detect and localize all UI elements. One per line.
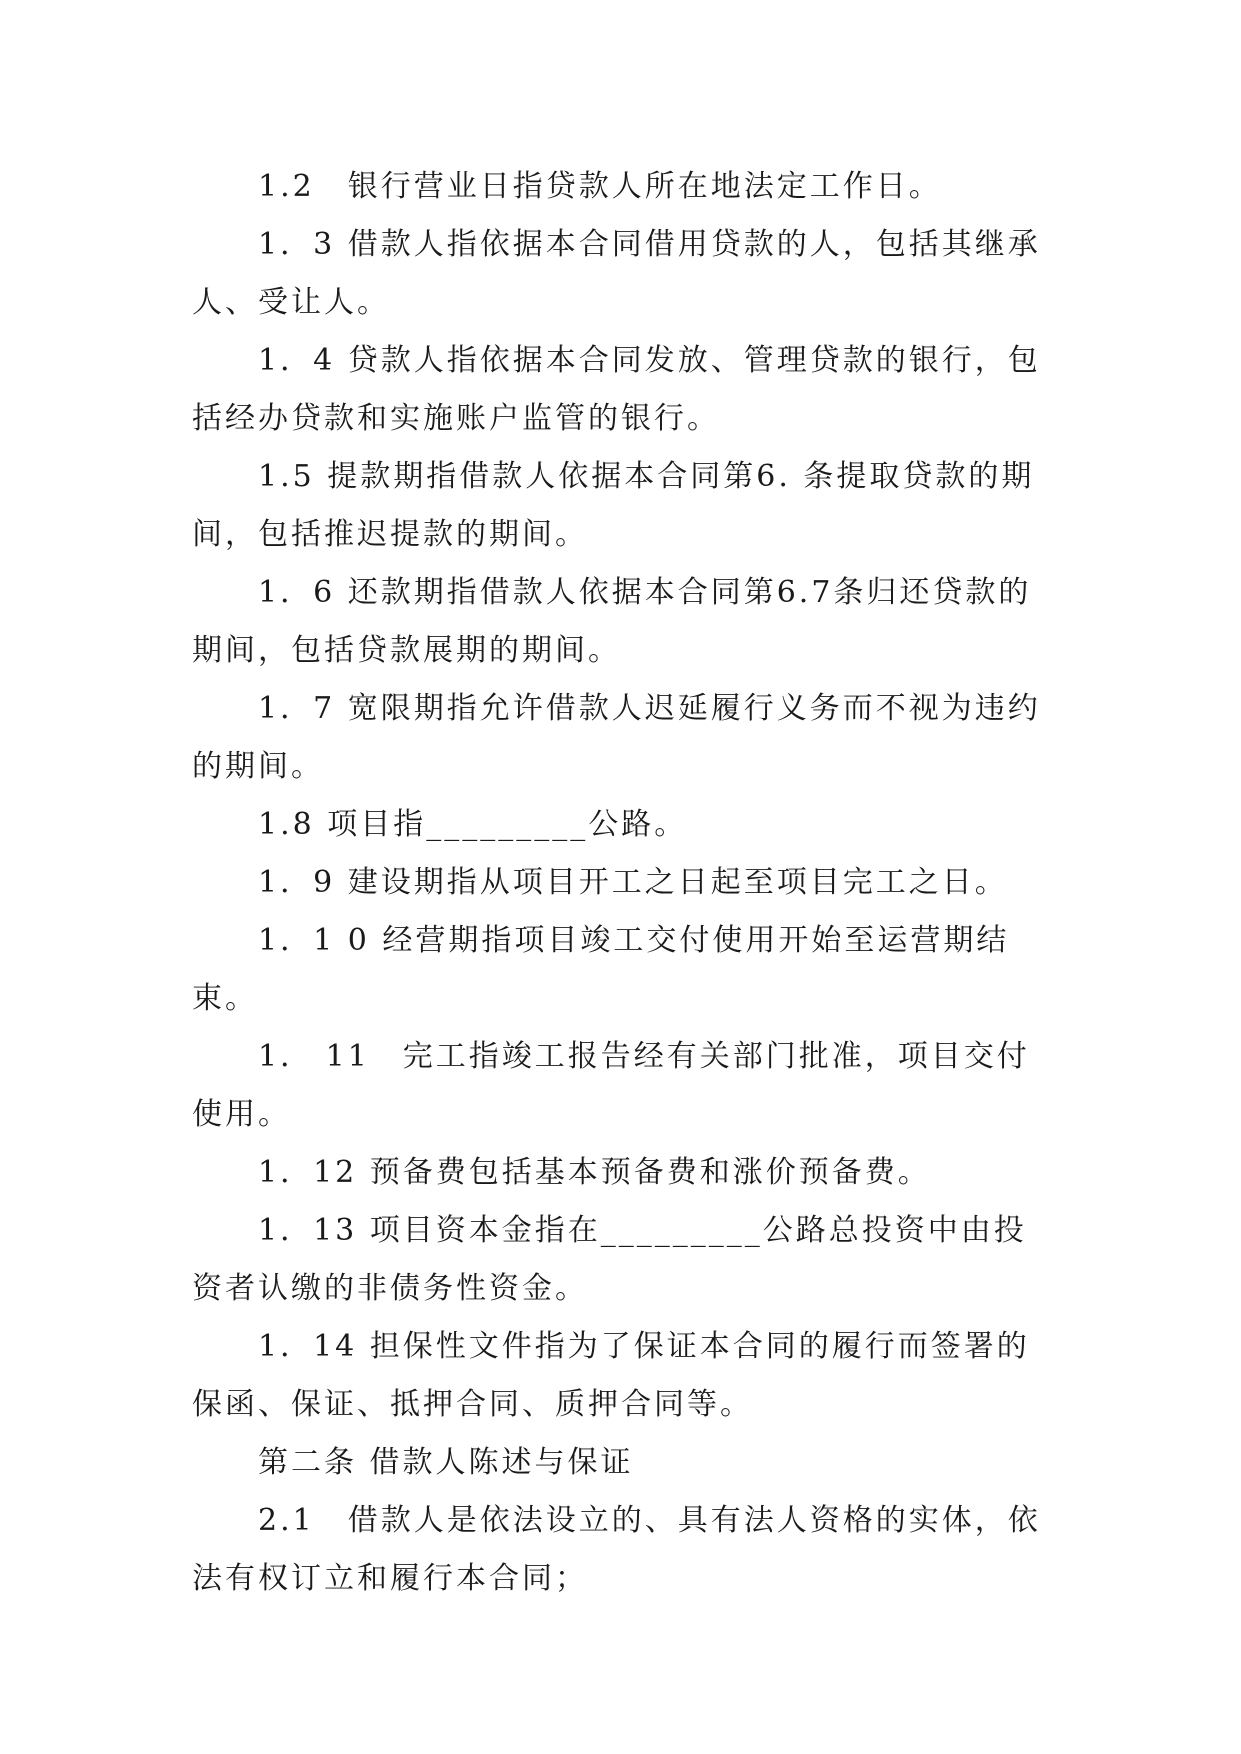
paragraph-1-3: 1．3 借款人指依据本合同借用贷款的人，包括其继承人、受让人。 xyxy=(192,227,1041,320)
paragraph-1-11: 1． 11 完工指竣工报告经有关部门批准，项目交付使用。 xyxy=(192,1039,1030,1132)
paragraph-1-9: 1．9 建设期指从项目开工之日起至项目完工之日。 xyxy=(258,865,1008,900)
paragraph-1-8: 1.8 项目指_________公路。 xyxy=(258,807,688,842)
paragraph-1-13: 1．13 项目资本金指在_________公路总投资中由投资者认缴的非债务性资金。 xyxy=(192,1213,1027,1306)
paragraph-2-1: 2.1 借款人是依法设立的、具有法人资格的实体，依法有权订立和履行本合同； xyxy=(192,1503,1041,1596)
section-heading-article-2: 第二条 借款人陈述与保证 xyxy=(258,1445,634,1480)
paragraph-1-7: 1．7 宽限期指允许借款人迟延履行义务而不视为违约的期间。 xyxy=(192,691,1041,784)
paragraph-1-4: 1．4 贷款人指依据本合同发放、管理贷款的银行，包括经办贷款和实施账户监管的银行。 xyxy=(192,343,1041,436)
document-body xyxy=(192,158,1052,1608)
paragraph-1-12: 1．12 预备费包括基本预备费和涨价预备费。 xyxy=(258,1155,931,1190)
paragraph-1-6: 1．6 还款期指借款人依据本合同第6.7条归还贷款的期间，包括贷款展期的期间。 xyxy=(192,575,1032,668)
paragraph-1-10: 1．1 0 经营期指项目竣工交付使用开始至运营期结束。 xyxy=(192,923,1010,1016)
paragraph-1-14: 1．14 担保性文件指为了保证本合同的履行而签署的保函、保证、抵押合同、质押合同等。 xyxy=(192,1329,1030,1422)
paragraph-1-2: 1.2 银行营业日指贷款人所在地法定工作日。 xyxy=(258,169,942,204)
paragraph-1-5: 1.5 提款期指借款人依据本合同第6. 条提取贷款的期间，包括推迟提款的期间。 xyxy=(192,459,1035,552)
